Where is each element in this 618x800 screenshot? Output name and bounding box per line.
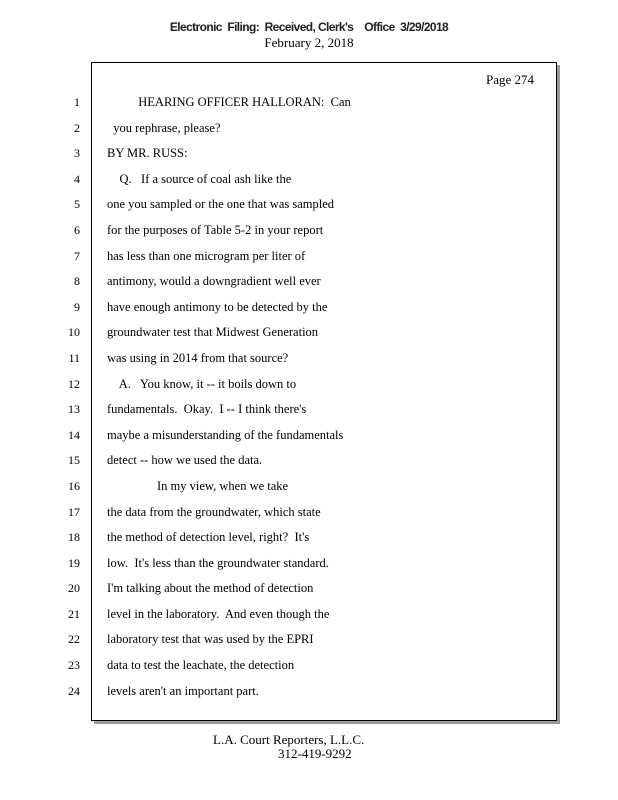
line-number: 23: [68, 658, 80, 673]
transcript-line: groundwater test that Midwest Generation: [107, 325, 319, 340]
filing-stamp: Electronic Filing: Received, Clerk's Office 3/29/2018: [169, 20, 449, 34]
transcript-line: you rephrase, please?: [107, 120, 221, 135]
line-number: 9: [74, 299, 80, 314]
line-number: 4: [74, 171, 80, 186]
line-number: 5: [74, 197, 80, 212]
line-number: 18: [68, 530, 80, 545]
transcript-line: fundamentals. Okay. I -- I think there's: [107, 402, 307, 417]
line-number: 1: [74, 95, 80, 109]
court-reporter-name: L.A. Court Reporters, L.L.C.: [213, 732, 365, 747]
line-number: 17: [68, 504, 80, 519]
transcript-line: the data from the groundwater, which state: [107, 504, 321, 519]
line-number: 24: [68, 683, 80, 698]
transcript-line: In my view, when we take: [107, 478, 289, 493]
transcript-line: laboratory test that was used by the EPRI: [107, 632, 314, 647]
page-number: Page 274: [485, 72, 534, 87]
transcript-line: have enough antimony to be detected by the: [107, 299, 328, 314]
line-number: 12: [68, 376, 80, 391]
line-number: 6: [74, 222, 80, 237]
transcript-line: has less than one microgram per liter of: [107, 248, 306, 263]
line-number: 21: [68, 606, 80, 621]
transcript-line: for the purposes of Table 5-2 in your report: [107, 222, 324, 237]
transcript-line: Q. If a source of coal ash like the: [107, 171, 292, 186]
line-number: 20: [68, 581, 80, 596]
line-number: 10: [68, 325, 80, 340]
transcript-line: I'm talking about the method of detection: [107, 581, 314, 596]
transcript-line: data to test the leachate, the detection: [107, 658, 295, 673]
line-number: 3: [74, 146, 80, 161]
transcript-line: low. It's less than the groundwater standard.: [107, 555, 329, 570]
filing-date: February 2, 2018: [264, 35, 354, 50]
line-number: 22: [68, 632, 80, 647]
transcript-line: HEARING OFFICER HALLORAN: Can: [107, 95, 351, 109]
transcript-body: [107, 95, 547, 709]
transcript-line: level in the laboratory. And even though the: [107, 606, 330, 621]
line-number: 8: [74, 274, 80, 289]
transcript-line: was using in 2014 from that source?: [107, 350, 289, 365]
transcript-line: one you sampled or the one that was sampled: [107, 197, 335, 212]
transcript-line: the method of detection level, right? It's: [107, 530, 310, 545]
line-number: 2: [74, 120, 80, 135]
line-number: 16: [68, 478, 80, 493]
transcript-line: levels aren't an important part.: [107, 683, 259, 698]
transcript-line: antimony, would a downgradient well ever: [107, 274, 321, 289]
line-number-column: [60, 95, 80, 709]
transcript-line: BY MR. RUSS:: [107, 146, 188, 161]
line-number: 15: [68, 453, 80, 468]
transcript-line: detect -- how we used the data.: [107, 453, 263, 468]
line-number: 13: [68, 402, 80, 417]
filing-header: [0, 20, 618, 50]
line-number: 11: [68, 350, 80, 365]
court-reporter-phone: 312-419-9292: [278, 746, 352, 761]
transcript-line: maybe a misunderstanding of the fundamentals: [107, 427, 344, 442]
line-number: 7: [74, 248, 80, 263]
transcript-line: A. You know, it -- it boils down to: [107, 376, 297, 391]
line-number: 14: [68, 427, 80, 442]
line-number: 19: [68, 555, 80, 570]
